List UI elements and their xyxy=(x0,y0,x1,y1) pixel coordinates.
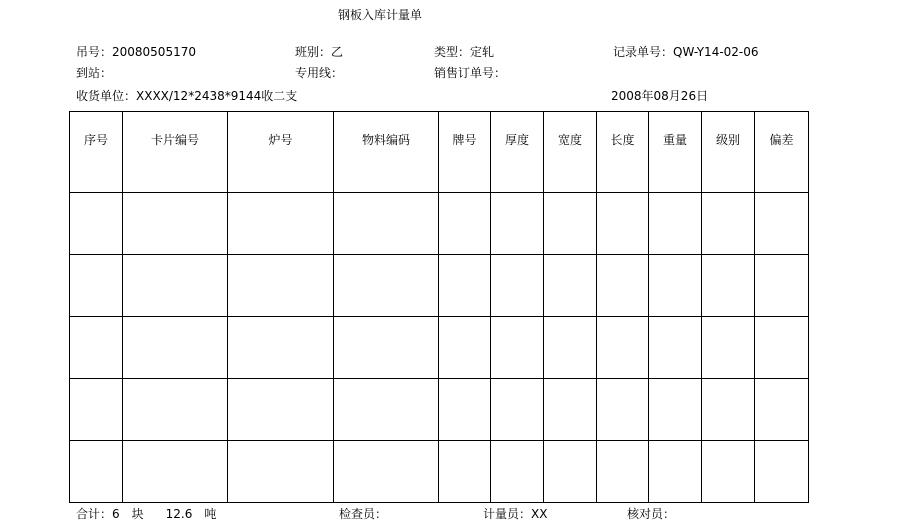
table-cell xyxy=(755,441,809,503)
table-row xyxy=(70,255,809,317)
table-cell xyxy=(544,193,597,255)
meter-clerk: 计量员：XX xyxy=(483,507,548,521)
table-cell xyxy=(334,317,439,379)
table-cell xyxy=(334,379,439,441)
table-cell xyxy=(544,441,597,503)
column-header: 物料编码 xyxy=(334,112,439,193)
table-cell xyxy=(70,317,123,379)
column-header: 长度 xyxy=(597,112,649,193)
table-cell xyxy=(544,317,597,379)
table-cell xyxy=(123,379,228,441)
column-header: 厚度 xyxy=(491,112,544,193)
table-cell xyxy=(491,379,544,441)
table-cell xyxy=(755,317,809,379)
hook-number: 吊号：20080505170 xyxy=(76,45,196,59)
date: 2008年08月26日 xyxy=(611,89,709,103)
metering-table xyxy=(69,111,809,503)
table-cell xyxy=(70,255,123,317)
table-row xyxy=(70,193,809,255)
table-cell xyxy=(649,317,702,379)
table-cell xyxy=(334,193,439,255)
table-cell xyxy=(649,255,702,317)
inspector: 检查员： xyxy=(339,507,388,521)
receiving-unit: 收货单位：XXXX/12*2438*9144收二支 xyxy=(76,89,298,103)
total-count: 合计：6 xyxy=(76,507,120,521)
column-header: 宽度 xyxy=(544,112,597,193)
table-cell xyxy=(649,193,702,255)
arrival-station: 到站： xyxy=(76,66,113,80)
table-cell xyxy=(491,193,544,255)
table-cell xyxy=(228,317,334,379)
rolling-type: 类型：定轧 xyxy=(434,45,495,59)
table-cell xyxy=(334,255,439,317)
table-cell xyxy=(228,193,334,255)
table-cell xyxy=(597,317,649,379)
table-cell xyxy=(649,379,702,441)
table-cell xyxy=(491,441,544,503)
pieces-unit: 块 xyxy=(131,507,144,521)
table-row xyxy=(70,441,809,503)
table-cell xyxy=(123,441,228,503)
table-cell xyxy=(70,193,123,255)
table-cell xyxy=(70,441,123,503)
total-weight: 12.6 xyxy=(165,507,193,521)
column-header: 级别 xyxy=(702,112,755,193)
table-cell xyxy=(439,255,491,317)
table-cell xyxy=(228,255,334,317)
table-cell xyxy=(649,441,702,503)
table-cell xyxy=(228,379,334,441)
dedicated-line: 专用线： xyxy=(295,66,344,80)
table-cell xyxy=(123,255,228,317)
table-cell xyxy=(702,379,755,441)
table-cell xyxy=(702,193,755,255)
table-cell xyxy=(334,441,439,503)
table-cell xyxy=(491,255,544,317)
table-row xyxy=(70,379,809,441)
table-row xyxy=(70,317,809,379)
table-cell xyxy=(439,193,491,255)
table-cell xyxy=(491,317,544,379)
table-cell xyxy=(123,193,228,255)
column-header: 偏差 xyxy=(755,112,809,193)
column-header: 牌号 xyxy=(439,112,491,193)
column-header: 序号 xyxy=(70,112,123,193)
table-cell xyxy=(70,379,123,441)
column-header: 卡片编号 xyxy=(123,112,228,193)
total xyxy=(76,507,216,521)
table-cell xyxy=(439,441,491,503)
column-header: 炉号 xyxy=(228,112,334,193)
table-cell xyxy=(123,317,228,379)
checker: 核对员： xyxy=(627,507,676,521)
sales-order-number: 销售订单号： xyxy=(434,66,507,80)
table-cell xyxy=(439,379,491,441)
table-cell xyxy=(439,317,491,379)
table-cell xyxy=(702,441,755,503)
table-cell xyxy=(597,255,649,317)
table-cell xyxy=(597,441,649,503)
table-cell xyxy=(755,255,809,317)
table-cell xyxy=(228,441,334,503)
table-cell xyxy=(597,193,649,255)
column-header: 重量 xyxy=(649,112,702,193)
page-title: 钢板入库计量单 xyxy=(338,8,423,22)
shift: 班别：乙 xyxy=(295,45,344,59)
table-cell xyxy=(544,255,597,317)
table-cell xyxy=(702,255,755,317)
table-cell xyxy=(702,317,755,379)
table-cell xyxy=(597,379,649,441)
table-cell xyxy=(544,379,597,441)
table-cell xyxy=(755,193,809,255)
header-row xyxy=(70,112,809,193)
table-cell xyxy=(755,379,809,441)
weight-unit: 吨 xyxy=(204,507,217,521)
record-number: 记录单号：QW-Y14-02-06 xyxy=(613,45,759,59)
